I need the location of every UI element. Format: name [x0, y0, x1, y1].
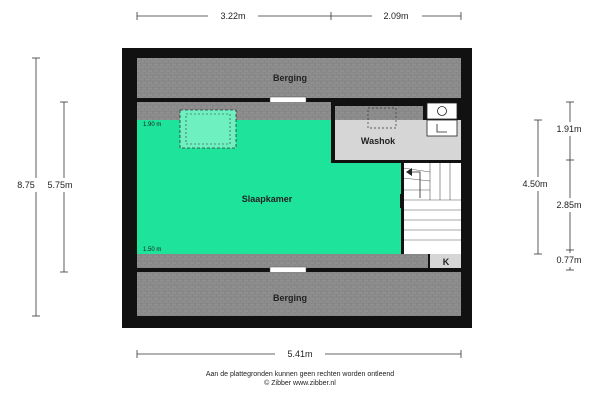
disclaimer-text: Aan de plattegronden kunnen geen rechten worden ontleend — [205, 371, 395, 378]
room-label-washok: Washok — [360, 136, 396, 146]
copyright-text: © Zibber www.zibber.nl — [264, 380, 336, 387]
dim-top-left: 3.22m — [220, 11, 246, 21]
stairwell — [403, 163, 461, 254]
dryer — [427, 120, 457, 136]
dim-right-3: 2.85m — [556, 200, 582, 210]
room-label-berging-top: Berging — [272, 73, 308, 83]
stair-wall-left — [401, 163, 404, 254]
dim-right-1: 1.91m — [556, 124, 582, 134]
washing-machine — [427, 103, 457, 119]
washok-wall-bottom — [331, 160, 461, 163]
stair-post — [400, 194, 404, 208]
room-label-berging-bottom: Berging — [272, 293, 308, 303]
slope-strip-bottom — [137, 254, 428, 268]
room-label-slaapkamer: Slaapkamer — [241, 194, 293, 204]
room-label-k: K — [442, 257, 450, 267]
height-marker-lower: 1.50 m — [143, 247, 162, 253]
dim-right-2: 4.50m — [522, 179, 548, 189]
height-marker-upper: 1.90 m — [143, 122, 162, 128]
k-wall — [428, 254, 430, 268]
dim-left-outer: 8.75 — [17, 180, 35, 190]
washok-slope — [335, 106, 423, 120]
dim-bottom: 5.41m — [287, 349, 313, 359]
dim-left-inner: 5.75m — [47, 180, 73, 190]
dim-top-right: 2.09m — [383, 11, 409, 21]
washok-wall-left — [331, 102, 335, 162]
skylight — [180, 110, 236, 148]
dim-right-4: 0.77m — [556, 255, 582, 265]
bedroom-extension — [331, 162, 403, 254]
